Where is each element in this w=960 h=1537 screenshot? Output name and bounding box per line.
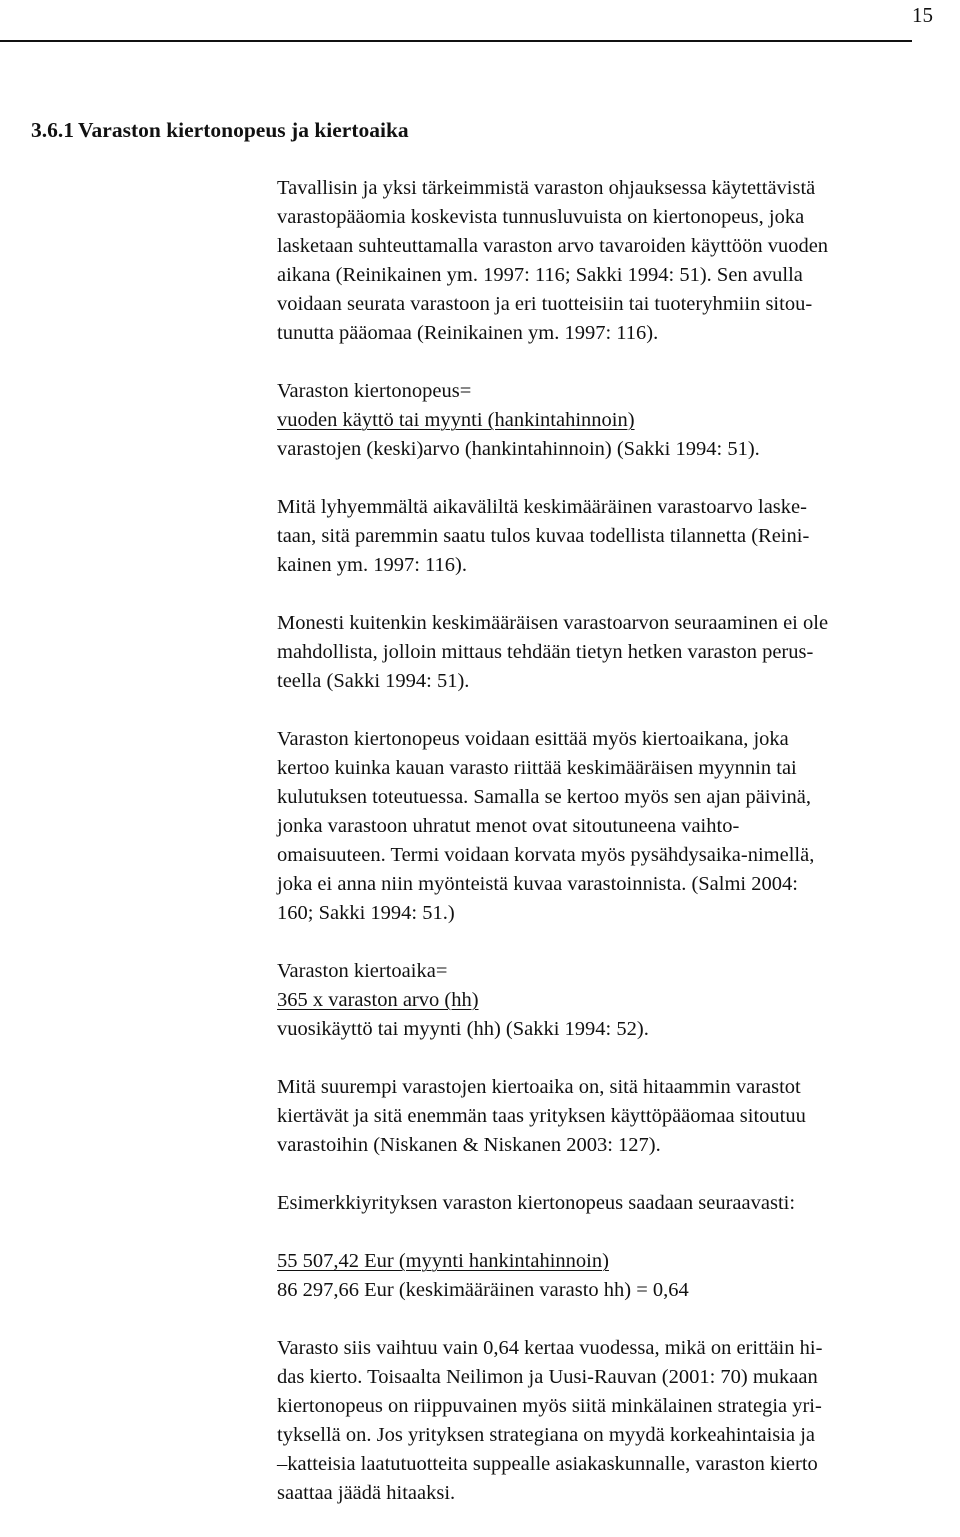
text-line: varastoihin (Niskanen & Niskanen 2003: 127). [277,1134,661,1156]
formula-numerator [277,986,960,1015]
text-line: saattaa jäädä hitaaksi. [277,1482,456,1504]
section-number: 3.6.1 [31,118,74,142]
text-line: –katteisia laatutuotteita suppealle asiakaskunnalle, varaston kierto [277,1453,818,1475]
text-line: kainen ym. 1997: 116). [277,554,467,576]
text-line: omaisuuteen. Termi voidaan korvata myös pysähdysaika-nimellä, [277,844,815,866]
paragraph-intro [277,174,960,348]
section-title: Varaston kiertonopeus ja kiertoaika [78,118,409,142]
text-line: Mitä lyhyemmältä aikaväliltä keskimääräinen varastoarvo laske- [277,496,807,518]
formula-label: Varaston kiertonopeus= [277,380,472,402]
header-rule [0,40,912,42]
paragraph-averaging [277,493,960,580]
text-line: Tavallisin ja yksi tärkeimmistä varaston ohjauksessa käytettävistä [277,177,816,199]
formula-turnover-time [277,957,960,1044]
text-line: jonka varastoon uhratut menot ovat sitoutuneena vaihto- [277,815,740,837]
formula-numerator [277,1247,960,1276]
formula-label: Varaston kiertoaika= [277,960,448,982]
text-line: Varasto siis vaihtuu vain 0,64 kertaa vuodessa, mikä on erittäin hi- [277,1337,823,1359]
paragraph-point-in-time [277,609,960,696]
text-line: tyksellä on. Jos yrityksen strategiana on myydä korkeahintaisia ja [277,1424,815,1446]
text-line: Varaston kiertonopeus voidaan esittää myös kiertoaikana, joka [277,728,789,750]
formula-numerator-text: 365 x varaston arvo (hh) [277,989,479,1011]
page-number: 15 [912,3,933,27]
text-line: das kierto. Toisaalta Neilimon ja Uusi-Rauvan (2001: 70) mukaan [277,1366,818,1388]
text-line: teella (Sakki 1994: 51). [277,670,470,692]
formula-denominator: 86 297,66 Eur (keskimääräinen varasto hh) = 0,64 [277,1279,689,1301]
text-line: varastopääomia koskevista tunnusluvuista on kiertonopeus, joka [277,206,805,228]
text-line: taan, sitä paremmin saatu tulos kuvaa todellista tilannetta (Reini- [277,525,810,547]
text-line: kulutuksen toteutuessa. Samalla se kertoo myös sen ajan päivinä, [277,786,812,808]
text-line: Mitä suurempi varastojen kiertoaika on, sitä hitaammin varastot [277,1076,801,1098]
body-text [277,174,960,1537]
section-heading [31,116,409,144]
text-line: Monesti kuitenkin keskimääräisen varastoarvon seuraaminen ei ole [277,612,829,634]
paragraph-capital-tied [277,1073,960,1160]
text-line: kiertävät ja sitä enemmän taas yrityksen käyttöpääomaa sitoutuu [277,1105,806,1127]
formula-turnover-rate [277,377,960,464]
text-line: joka ei anna niin myönteistä kuvaa varastoinnista. (Salmi 2004: [277,873,798,895]
paragraph-example-intro [277,1189,960,1218]
text-line: Esimerkkiyrityksen varaston kiertonopeus saadaan seuraavasti: [277,1192,796,1214]
paragraph-turnover-time [277,725,960,928]
text-line: kertoo kuinka kauan varasto riittää keskimääräisen myynnin tai [277,757,797,779]
text-line: 160; Sakki 1994: 51.) [277,902,455,924]
formula-numerator-text: 55 507,42 Eur (myynti hankintahinnoin) [277,1250,609,1272]
formula-numerator-text: vuoden käyttö tai myynti (hankintahinnoin) [277,409,635,431]
text-line: mahdollista, jolloin mittaus tehdään tietyn hetken varaston perus- [277,641,814,663]
text-line: aikana (Reinikainen ym. 1997: 116; Sakki 1994: 51). Sen avulla [277,264,803,286]
formula-numerator [277,406,960,435]
paragraph-conclusion [277,1334,960,1508]
formula-denominator: varastojen (keski)arvo (hankintahinnoin) (Sakki 1994: 51). [277,438,760,460]
text-line: tunutta pääomaa (Reinikainen ym. 1997: 116). [277,322,659,344]
formula-example-calculation [277,1247,960,1305]
text-line: kiertonopeus on riippuvainen myös siitä minkälainen strategia yri- [277,1395,822,1417]
text-line: voidaan seurata varastoon ja eri tuotteisiin tai tuoteryhmiin sitou- [277,293,813,315]
text-line: lasketaan suhteuttamalla varaston arvo tavaroiden käyttöön vuoden [277,235,829,257]
formula-denominator: vuosikäyttö tai myynti (hh) (Sakki 1994: 52). [277,1018,649,1040]
